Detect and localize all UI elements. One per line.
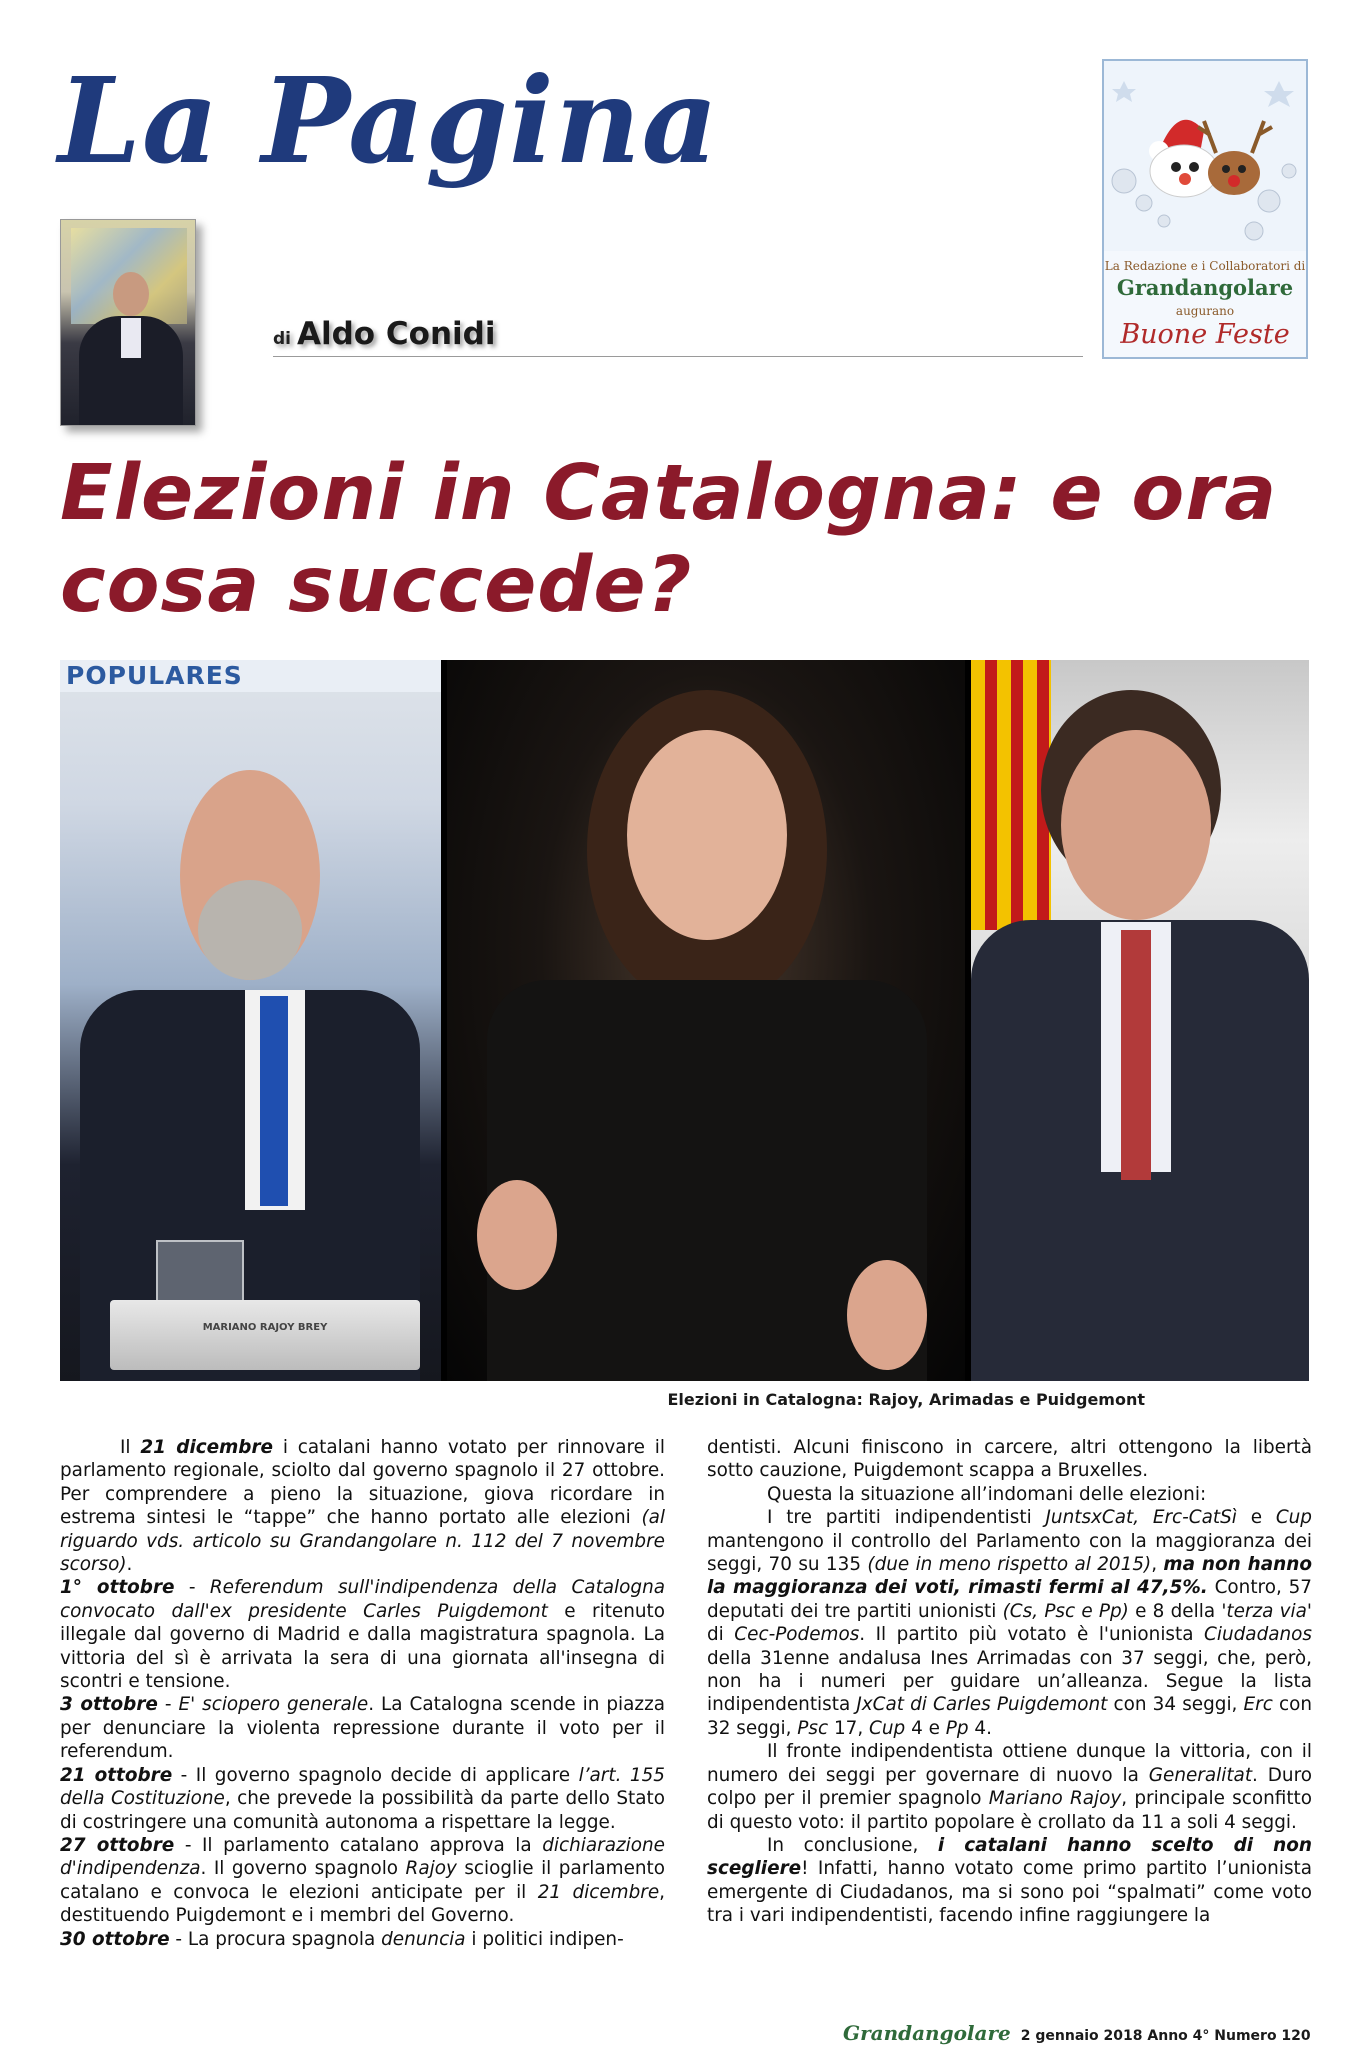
- text-italic: 21 dicembre: [537, 1881, 660, 1903]
- text-span: mantengono il controllo del Parlamento con la maggioranza dei seggi, 70 su 135: [707, 1530, 1312, 1576]
- date-emphasis: 3 ottobre: [60, 1694, 158, 1716]
- paragraph-continuation: dentisti. Alcuni finiscono in carcere, altri ottengono la libertà sotto cauzione, Puigdemont scappa a Bruxelles.: [707, 1437, 1312, 1482]
- text-span: Contro, 57 deputati dei tre partiti unionisti: [707, 1577, 1312, 1622]
- text-span: In conclusione,: [767, 1834, 938, 1856]
- photo-banner-text: POPULARES: [60, 660, 441, 692]
- greeting-line-1: La Redazione e i Collaboratori di: [1104, 259, 1306, 273]
- text-span: , che prevede la possibilità da parte dello Stato di costringere una comunità autonoma a rispettare la legge.: [60, 1788, 666, 1833]
- text-italic: (due in meno rispetto al 2015): [867, 1554, 1152, 1576]
- text-bold-italic: i catalani hanno scelto di non scegliere: [707, 1834, 1312, 1880]
- text-italic: E' sciopero generale: [178, 1694, 369, 1716]
- text-span: di: [707, 1624, 735, 1646]
- text-span: . Duro colpo per il premier spagnolo: [707, 1764, 1312, 1810]
- thumb-right: [847, 1260, 927, 1370]
- holiday-illustration: [1104, 61, 1306, 251]
- paragraph-30-ottobre: [60, 1928, 665, 1951]
- text-italic: Pp: [945, 1717, 969, 1739]
- date-emphasis: 21 dicembre: [140, 1437, 274, 1458]
- text-italic: Rajoy: [405, 1858, 457, 1880]
- text-span: - Il governo spagnolo decide di applicare: [172, 1764, 579, 1786]
- text-bold-italic: ma non hanno la maggioranza dei voti, rimasti fermi al 47,5%.: [707, 1554, 1312, 1599]
- date-emphasis: 27 ottobre: [60, 1834, 175, 1856]
- greeting-brand: Grandangolare: [1116, 275, 1294, 300]
- paragraph-21-ottobre: [60, 1764, 665, 1834]
- paragraph-27-ottobre: [60, 1834, 665, 1928]
- photo-strip: [60, 660, 1309, 1381]
- thumb-left: [477, 1180, 557, 1290]
- text-span: 4 e: [905, 1717, 946, 1739]
- holiday-greeting-box: [1102, 59, 1308, 359]
- article-column-left: [60, 1436, 665, 1951]
- date-emphasis: 30 ottobre: [60, 1928, 170, 1950]
- text-italic: dichiarazione d'indipendenza: [60, 1834, 665, 1880]
- text-italic: Referendum sull'indipendenza della Catalogna convocato dall'ex presidente Carles Puigdemont: [60, 1577, 666, 1622]
- text-span: . Il governo spagnolo: [200, 1858, 406, 1880]
- text-italic: Cup: [869, 1717, 906, 1739]
- text-span: ,: [1151, 1554, 1164, 1576]
- text-span: e ritenuto illegale dal governo di Madrid e dalla magistratura spagnola. La vittoria del sì è arrivata la sera di una giornata all'insegna di scontri e tensione.: [60, 1600, 665, 1693]
- photo-arrimadas: [447, 660, 965, 1381]
- greeting-line-3: augurano: [1175, 304, 1235, 318]
- text-span: i catalani hanno votato per rinnovare il parlamento regionale, sciolto dal governo spagnolo il 27 ottobre. Per comprendere a pieno la situazione, giova ricordare in estrema sintesi le “tappe” che hanno portato alle elezioni: [60, 1437, 665, 1529]
- text-span: I tre partiti indipendentisti: [767, 1507, 1046, 1529]
- article-column-right: [707, 1436, 1312, 1928]
- author-shirt: [121, 318, 141, 358]
- byline-author: Aldo Conidi: [297, 316, 496, 352]
- article-headline: Elezioni in Catalogna: e ora cosa succede?: [60, 449, 1278, 630]
- text-italic: Cup: [1275, 1507, 1312, 1529]
- text-span: della 31enne andalusa Ines Arrimadas con 37 seggi, che, però, non ha i numeri per guidare un’alleanza. Segue la lista indipendentista: [707, 1647, 1312, 1716]
- text-span: scioglie il parlamento catalano e convoca le elezioni anticipate per il: [60, 1858, 666, 1903]
- footer-brand: Grandangolare: [843, 2021, 1011, 2045]
- text-span: , principale sconfitto di questo voto: il partito popolare è crollato da 11 a soli 4 seggi.: [707, 1788, 1312, 1833]
- text-italic: Generalitat: [1148, 1764, 1253, 1786]
- text-italic: JuntsxCat, Erc-CatSì: [1045, 1507, 1237, 1529]
- text-italic: Psc: [797, 1717, 829, 1739]
- text-italic: Ciudadanos: [1204, 1624, 1312, 1646]
- arrimadas-face: [627, 730, 787, 940]
- paragraph-situation: Questa la situazione all’indomani delle elezioni:: [767, 1483, 1207, 1505]
- masthead-title: La Pagina: [58, 51, 720, 190]
- reference-note: (al riguardo vds. articolo su Grandangolare n. 112 del 7 novembre scorso): [60, 1507, 665, 1576]
- text-span: - Il parlamento catalano approva la: [174, 1834, 543, 1856]
- text-italic: denuncia: [381, 1928, 466, 1950]
- nameplate: MARIANO RAJOY BREY: [110, 1300, 420, 1370]
- rajoy-tie: [260, 996, 288, 1206]
- author-photo: [60, 219, 196, 426]
- text-span: -: [174, 1577, 210, 1599]
- text-span: 17,: [828, 1717, 870, 1739]
- text-italic: Erc: [1243, 1694, 1273, 1716]
- byline-prefix: di: [273, 329, 291, 349]
- text-span: , destituendo Puigdemont e i membri del Governo.: [60, 1881, 666, 1927]
- photo-rajoy: [60, 660, 441, 1381]
- text-italic: l’art. 155 della Costituzione: [60, 1764, 665, 1810]
- footer-issue: 2 gennaio 2018 Anno 4° Numero 120: [1020, 2028, 1311, 2044]
- text-span: con 32 seggi,: [707, 1694, 1312, 1739]
- catalan-flag: [971, 660, 1051, 930]
- text-span: - La procura spagnola: [169, 1928, 382, 1950]
- byline: [273, 316, 495, 352]
- text-italic: Mariano Rajoy: [988, 1788, 1122, 1810]
- text-span: e: [1236, 1507, 1276, 1529]
- text-span: e 8 della: [1128, 1600, 1222, 1622]
- text-span: . Il partito più votato è l'unionista: [859, 1624, 1205, 1646]
- paragraph-1-ottobre: [60, 1576, 665, 1693]
- text-span: .: [126, 1554, 133, 1576]
- text-span: . La Catalogna scende in piazza per denunciare la violenta repressione durante il voto per il referendum.: [60, 1694, 666, 1763]
- date-emphasis: 21 ottobre: [60, 1764, 173, 1786]
- paragraph-outcome: [707, 1740, 1312, 1834]
- photo-puigdemont: [971, 660, 1309, 1381]
- text-span: Il: [120, 1437, 141, 1458]
- text-italic: JxCat di Carles Puigdemont: [856, 1694, 1108, 1716]
- greeting-wish: Buone Feste: [1120, 319, 1290, 350]
- page-footer: [843, 2021, 1311, 2045]
- author-head: [113, 272, 149, 316]
- photo-caption: Elezioni in Catalogna: Rajoy, Arimadas e Puidgemont: [667, 1390, 1145, 1409]
- text-italic: Cec-Podemos: [734, 1624, 860, 1646]
- paragraph-conclusion: [707, 1834, 1312, 1928]
- text-italic: 'terza via': [1221, 1600, 1312, 1622]
- puigdemont-face: [1061, 730, 1211, 920]
- text-span: 4.: [968, 1717, 992, 1739]
- text-span: Il fronte indipendentista ottiene dunque la vittoria, con il numero dei seggi per governare di nuovo la: [707, 1741, 1312, 1786]
- rajoy-beard: [198, 880, 302, 980]
- text-span: i politici indipen-: [465, 1928, 624, 1950]
- date-emphasis: 1° ottobre: [60, 1577, 175, 1599]
- byline-divider: [273, 356, 1083, 357]
- puigdemont-tie: [1121, 930, 1151, 1180]
- paragraph-results: [707, 1506, 1312, 1740]
- paragraph-intro: [60, 1436, 665, 1576]
- text-span: -: [157, 1694, 179, 1716]
- text-italic: (Cs, Psc e Pp): [1002, 1600, 1129, 1622]
- paragraph-3-ottobre: [60, 1693, 665, 1763]
- text-span: con 34 seggi,: [1107, 1694, 1244, 1716]
- text-span: ! Infatti, hanno votato come primo partito l’unionista emergente di Ciudadanos, ma si sono poi “spalmati” come voto tra i vari indipendentisti, facendo infine raggiungere la: [707, 1858, 1312, 1927]
